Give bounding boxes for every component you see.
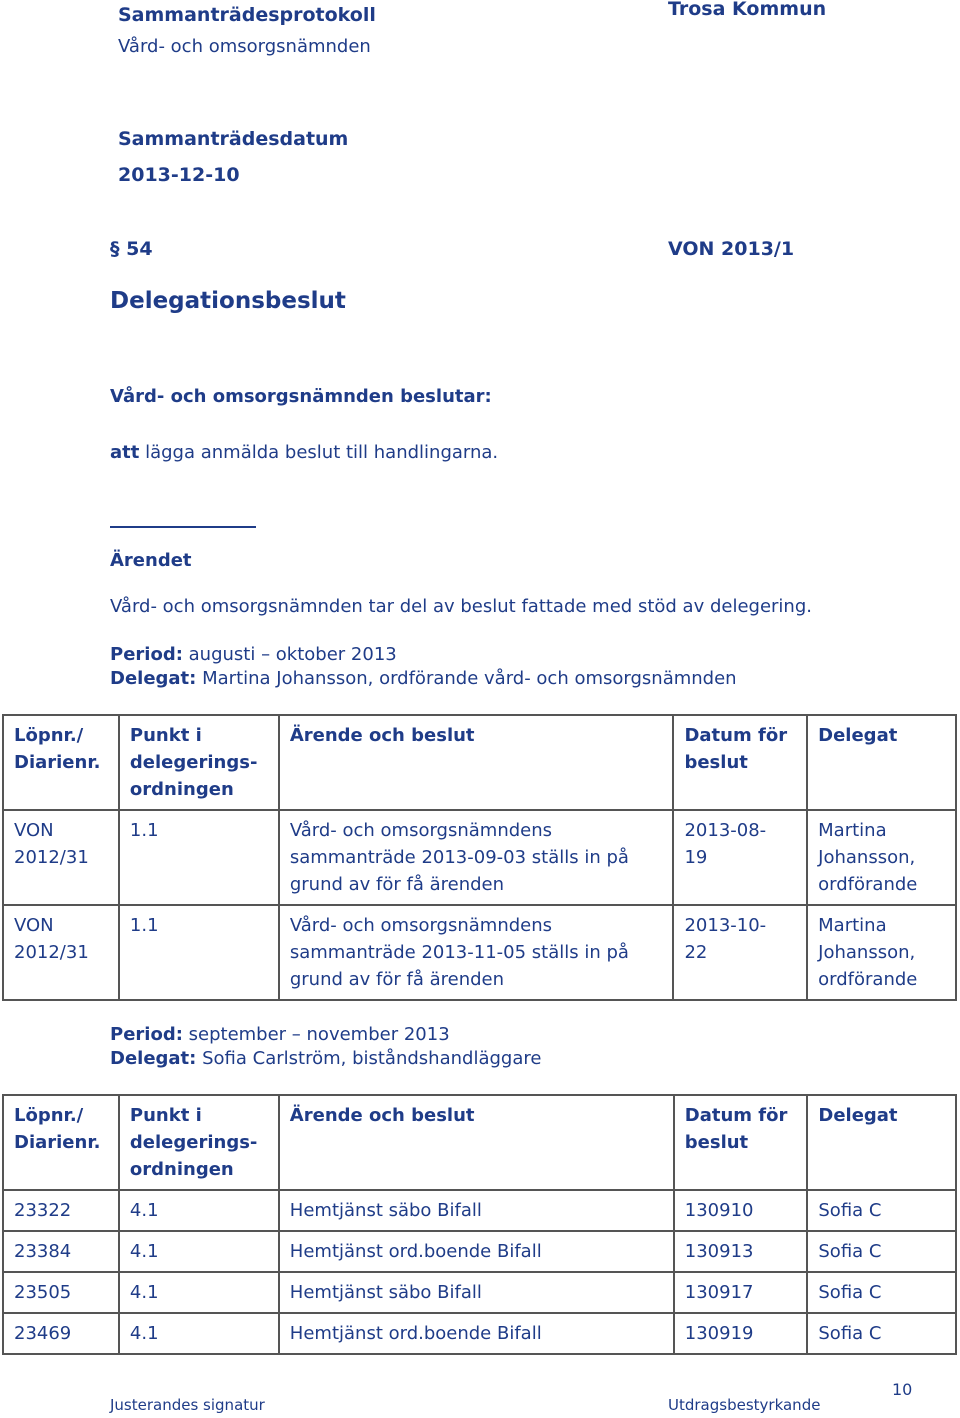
delegat-value: Martina Johansson, ordförande vård- och omsorgsnämnden	[202, 668, 737, 689]
cell-datum: 130917	[674, 1272, 808, 1313]
cell-delegat: Martina Johansson, ordförande	[807, 810, 956, 905]
cell-datum: 130919	[674, 1313, 808, 1354]
period-value: augusti – oktober 2013	[188, 644, 397, 665]
cell-arende: Hemtjänst ord.boende Bifall	[279, 1231, 674, 1272]
table-row	[3, 1231, 956, 1272]
cell-punkt: 4.1	[119, 1231, 279, 1272]
period-label: Period:	[110, 644, 183, 665]
delegat-label: Delegat:	[110, 668, 197, 689]
delegat-2	[110, 1048, 541, 1069]
col-header-punkt: Punkt i delegerings- ordningen	[119, 1095, 279, 1190]
delegation-table-2	[2, 1094, 957, 1355]
delegat-1	[110, 668, 737, 689]
table-row	[3, 905, 956, 1000]
extract-certification-label: Utdragsbestyrkande	[668, 1396, 821, 1414]
document-type: Sammanträdesprotokoll	[118, 4, 376, 26]
signature-label: Justerandes signatur	[110, 1396, 265, 1414]
col-header-delegat: Delegat	[807, 715, 956, 810]
cell-lopnr: VON 2012/31	[3, 810, 119, 905]
case-number: VON 2013/1	[668, 238, 795, 260]
col-header-punkt: Punkt i delegerings- ordningen	[119, 715, 279, 810]
decision-text	[110, 442, 498, 463]
cell-datum: 2013-08- 19	[673, 810, 807, 905]
col-header-arende: Ärende och beslut	[279, 715, 674, 810]
cell-arende: Vård- och omsorgsnämndens sammanträde 2013-09-03 ställs in på grund av för få ärenden	[279, 810, 674, 905]
meeting-date-label: Sammanträdesdatum	[118, 128, 349, 150]
period-value: september – november 2013	[188, 1024, 450, 1045]
section-mark: § 54	[110, 238, 153, 260]
period-1	[110, 644, 397, 665]
att-keyword: att	[110, 442, 140, 463]
page-number: 10	[892, 1380, 913, 1399]
meeting-date: 2013-12-10	[118, 164, 240, 186]
col-header-delegat: Delegat	[807, 1095, 956, 1190]
matter-heading: Ärendet	[110, 550, 192, 571]
cell-lopnr: 23322	[3, 1190, 119, 1231]
cell-punkt: 1.1	[119, 810, 279, 905]
table-row	[3, 1190, 956, 1231]
cell-lopnr: 23505	[3, 1272, 119, 1313]
delegat-label: Delegat:	[110, 1048, 197, 1069]
cell-punkt: 4.1	[119, 1272, 279, 1313]
cell-datum: 130910	[674, 1190, 808, 1231]
decision-body: lägga anmälda beslut till handlingarna.	[145, 442, 499, 463]
cell-lopnr: VON 2012/31	[3, 905, 119, 1000]
cell-arende: Hemtjänst säbo Bifall	[279, 1272, 674, 1313]
cell-datum: 2013-10- 22	[673, 905, 807, 1000]
cell-arende: Vård- och omsorgsnämndens sammanträde 2013-11-05 ställs in på grund av för få ärenden	[279, 905, 674, 1000]
cell-delegat: Sofia C	[807, 1272, 956, 1313]
page-title: Delegationsbeslut	[110, 288, 346, 314]
cell-lopnr: 23469	[3, 1313, 119, 1354]
section-number: 54	[126, 238, 153, 260]
cell-datum: 130913	[674, 1231, 808, 1272]
delegat-value: Sofia Carlström, biståndshandläggare	[202, 1048, 542, 1069]
cell-delegat: Sofia C	[807, 1190, 956, 1231]
cell-punkt: 4.1	[119, 1313, 279, 1354]
cell-arende: Hemtjänst säbo Bifall	[279, 1190, 674, 1231]
table-row	[3, 810, 956, 905]
decision-heading: Vård- och omsorgsnämnden beslutar:	[110, 386, 492, 407]
cell-punkt: 4.1	[119, 1190, 279, 1231]
committee-name: Vård- och omsorgsnämnden	[118, 36, 371, 57]
period-2	[110, 1024, 450, 1045]
col-header-lopnr: Löpnr./ Diarienr.	[3, 1095, 119, 1190]
col-header-datum: Datum för beslut	[673, 715, 807, 810]
matter-text: Vård- och omsorgsnämnden tar del av beslut fattade med stöd av delegering.	[110, 596, 812, 617]
col-header-datum: Datum för beslut	[674, 1095, 808, 1190]
col-header-arende: Ärende och beslut	[279, 1095, 674, 1190]
col-header-lopnr: Löpnr./ Diarienr.	[3, 715, 119, 810]
delegation-table-1	[2, 714, 957, 1001]
table-header-row	[3, 1095, 956, 1190]
cell-arende: Hemtjänst ord.boende Bifall	[279, 1313, 674, 1354]
cell-delegat: Sofia C	[807, 1231, 956, 1272]
table-row	[3, 1313, 956, 1354]
table-header-row	[3, 715, 956, 810]
cell-lopnr: 23384	[3, 1231, 119, 1272]
municipality-name: Trosa Kommun	[668, 0, 827, 20]
cell-delegat: Martina Johansson, ordförande	[807, 905, 956, 1000]
cell-punkt: 1.1	[119, 905, 279, 1000]
divider	[110, 526, 256, 528]
cell-delegat: Sofia C	[807, 1313, 956, 1354]
table-row	[3, 1272, 956, 1313]
period-label: Period:	[110, 1024, 183, 1045]
